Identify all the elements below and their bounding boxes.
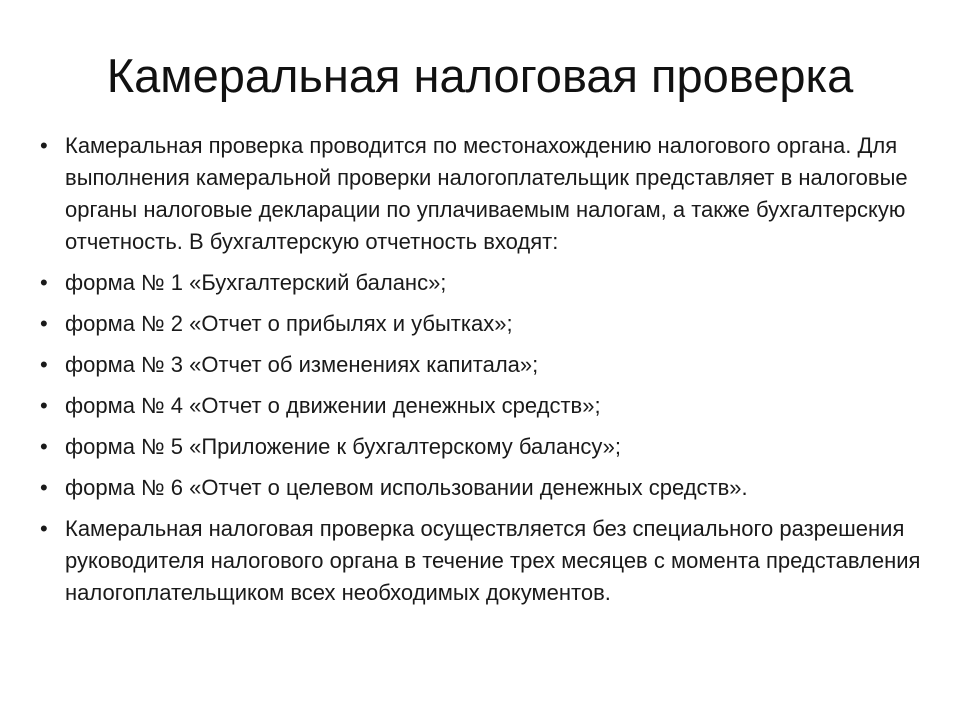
bullet-text: форма № 2 «Отчет о прибылях и убытках»; [65,311,513,336]
bullet-text: форма № 5 «Приложение к бухгалтерскому балансу»; [65,434,621,459]
bullet-item-conclusion [40,513,935,609]
bullet-dot-icon: • [40,311,48,336]
bullet-text: форма № 4 «Отчет о движении денежных средств»; [65,393,601,418]
bullet-dot-icon: • [40,434,48,459]
bullet-item-form-6 [40,472,935,504]
bullet-text: Камеральная проверка проводится по местонахождению налогового органа. Для выполнения камеральной проверки налогоплательщик представляет в налоговые органы налоговые декларации по уплачиваемым налогам, а также бухгалтерскую отчетность. В бухгалтерскую отчетность входят: [65,133,908,254]
bullet-dot-icon: • [40,133,48,158]
bullet-dot-icon: • [40,475,48,500]
bullet-dot-icon: • [40,352,48,377]
bullet-item-form-3 [40,349,935,381]
bullet-item-form-1 [40,267,935,299]
bullet-dot-icon: • [40,393,48,418]
bullet-text: Камеральная налоговая проверка осуществляется без специального разрешения руководителя налогового органа в течение трех месяцев с момента представления налогоплательщиком всех необходимых документов. [65,516,921,605]
bullet-text: форма № 6 «Отчет о целевом использовании денежных средств». [65,475,748,500]
bullet-item-intro [40,130,935,258]
bullet-text: форма № 1 «Бухгалтерский баланс»; [65,270,447,295]
bullet-text: форма № 3 «Отчет об изменениях капитала»; [65,352,539,377]
bullet-item-form-5 [40,431,935,463]
bullet-dot-icon: • [40,270,48,295]
slide-title: Камеральная налоговая проверка [106,49,854,102]
bullet-list [40,130,935,618]
bullet-dot-icon: • [40,516,48,541]
bullet-item-form-4 [40,390,935,422]
bullet-item-form-2 [40,308,935,340]
